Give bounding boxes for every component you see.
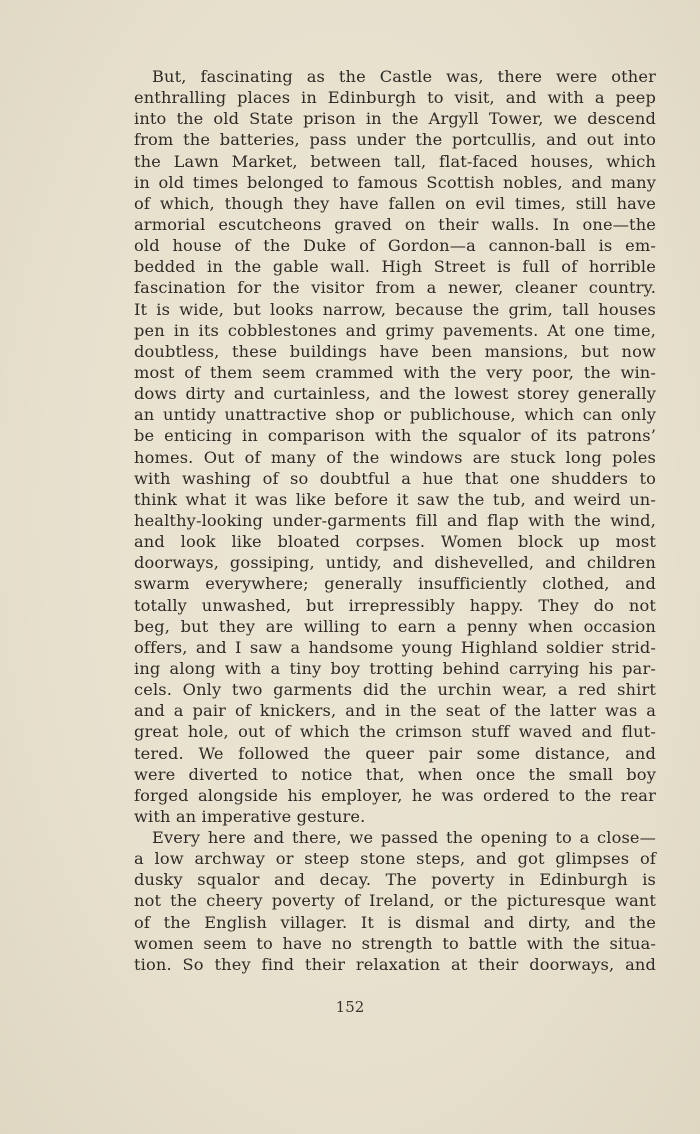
text-line: Every here and there, we passed the opening to a close— [152,828,656,848]
text-line: with washing of so doubtful a hue that one shudders to [134,468,656,488]
text-line: an untidy unattractive shop or publichouse, which can only [134,405,656,425]
text-line: of the English villager. It is dismal and dirty, and the [134,912,656,932]
text-line: not the cheery poverty of Ireland, or the picturesque want [134,891,656,911]
text-line: of which, though they have fallen on evil times, still have [134,193,656,213]
text-line: be enticing in comparison with the squalor of its patrons’ [134,426,656,446]
text-line: a low archway or steep stone steps, and got glimpses of [134,849,656,869]
text-line: tered. We followed the queer pair some distance, and [134,743,656,763]
text-line: forged alongside his employer, he was ordered to the rear [134,785,656,805]
text-line: and look like bloated corpses. Women block up most [134,532,656,552]
page-number: 152 [335,998,365,1016]
text-line: totally unwashed, but irrepressibly happy. They do not [134,595,656,615]
text-line: and a pair of knickers, and in the seat of the latter was a [134,701,656,721]
text-line: with an imperative gesture. [134,806,366,826]
text-line: beg, but they are willing to earn a penny when occasion [134,616,656,636]
text-line: armorial escutcheons graved on their walls. In one—the [134,214,656,234]
text-line: homes. Out of many of the windows are stuck long poles [134,447,656,467]
text-line: were diverted to notice that, when once the small boy [134,764,656,784]
text-line: bedded in the gable wall. High Street is full of horrible [134,257,656,277]
text-line: dusky squalor and decay. The poverty in Edinburgh is [134,870,656,890]
text-line: in old times belonged to famous Scottish nobles, and many [134,172,656,192]
text-line: tion. So they find their relaxation at their doorways, and [134,954,656,974]
text-line: the Lawn Market, between tall, flat-faced houses, which [134,151,656,171]
text-line: great hole, out of which the crimson stuff waved and flut- [134,722,656,742]
text-line: cels. Only two garments did the urchin wear, a red shirt [134,680,656,700]
text-line: old house of the Duke of Gordon—a cannon-ball is em- [134,236,656,256]
text-line: women seem to have no strength to battle with the situa- [134,933,656,953]
text-line: pen in its cobblestones and grimy pavements. At one time, [134,320,656,340]
text-line: healthy-looking under-garments fill and flap with the wind, [134,510,656,530]
text-line: think what it was like before it saw the tub, and weird un- [134,489,656,509]
body-text [134,66,656,975]
text-line: doorways, gossiping, untidy, and dishevelled, and children [134,553,656,573]
text-line: from the batteries, pass under the portcullis, and out into [134,130,656,150]
text-line: doubtless, these buildings have been mansions, but now [134,341,656,361]
text-line: offers, and I saw a handsome young Highland soldier strid- [134,637,656,657]
text-line: enthralling places in Edinburgh to visit, and with a peep [134,88,656,108]
text-line: It is wide, but looks narrow, because the grim, tall houses [134,299,656,319]
text-line: into the old State prison in the Argyll Tower, we descend [134,109,656,129]
text-line: fascination for the visitor from a newer, cleaner country. [134,278,656,298]
text-line: most of them seem crammed with the very poor, the win- [134,362,656,382]
text-line: ing along with a tiny boy trotting behind carrying his par- [134,658,656,678]
text-line: dows dirty and curtainless, and the lowest storey generally [134,384,656,404]
text-line: swarm everywhere; generally insufficiently clothed, and [134,574,656,594]
text-line: But, fascinating as the Castle was, there were other [152,67,656,86]
